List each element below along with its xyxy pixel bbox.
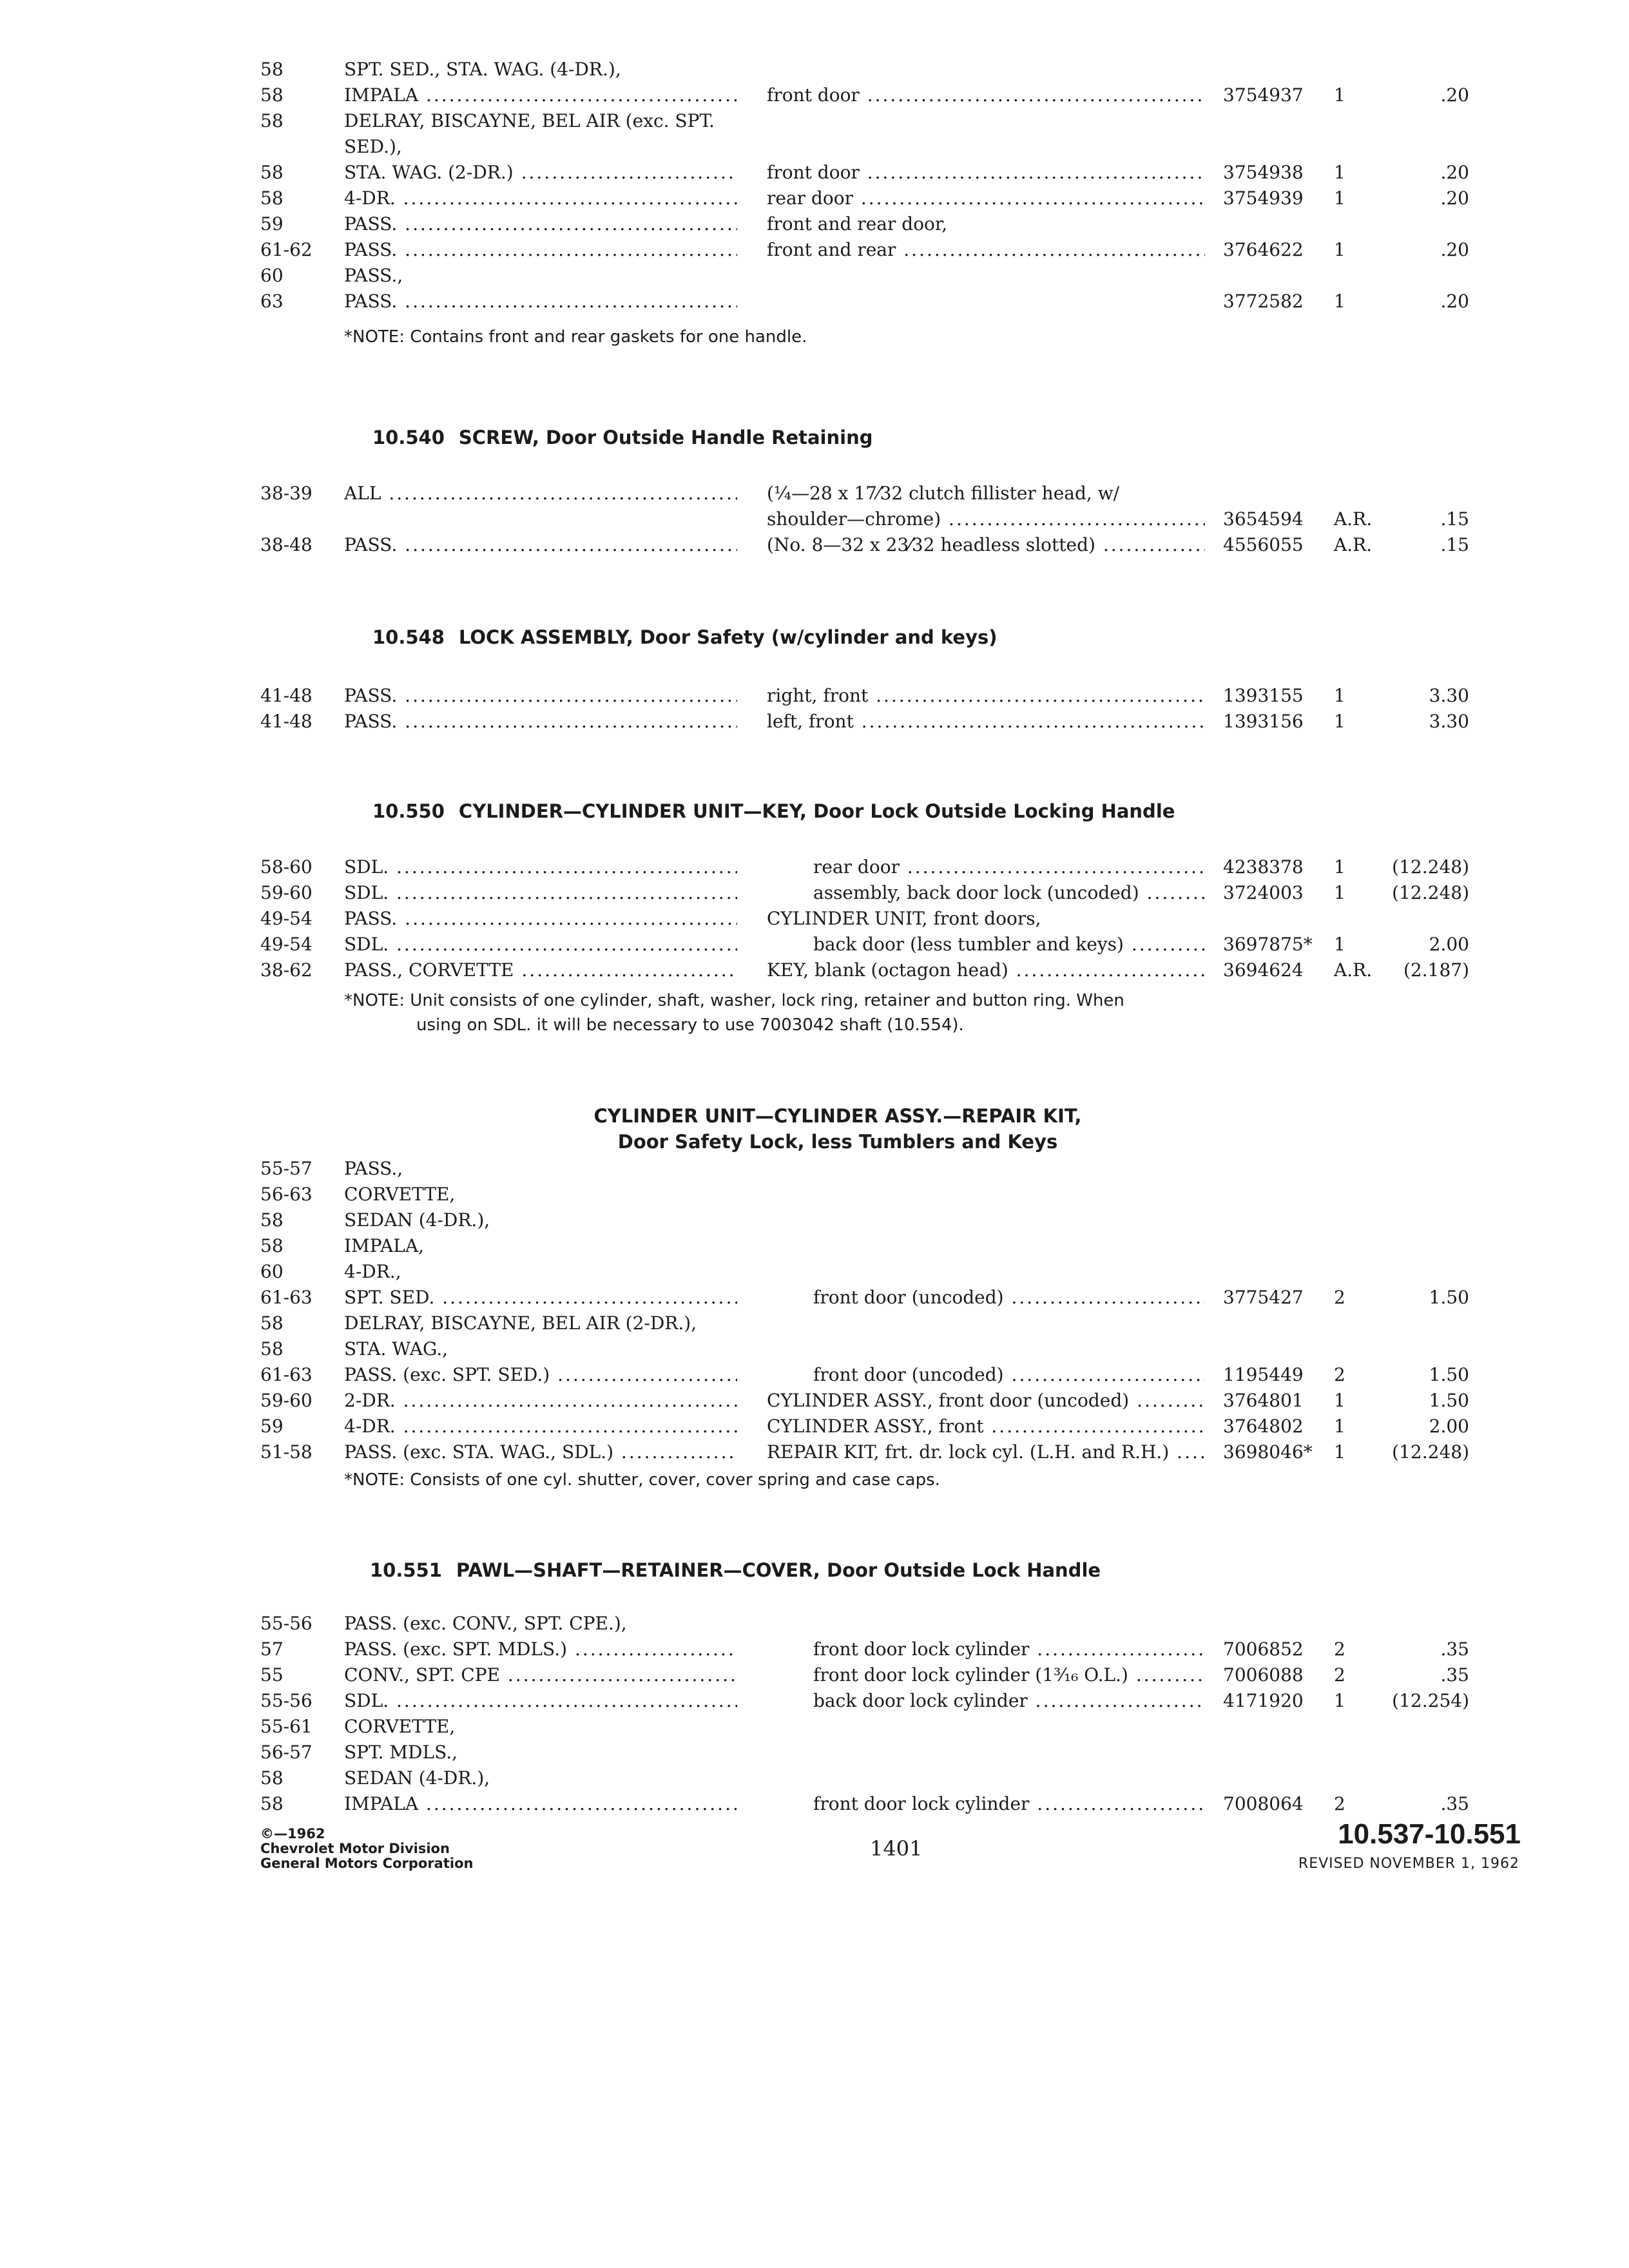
model-cell: 4-DR. .....: [344, 1414, 737, 1439]
year-cell: 59: [260, 1416, 284, 1437]
year-cell: 55-61: [260, 1716, 313, 1737]
table-row: [0, 1688, 1629, 1714]
section-repair-kit: [0, 1156, 1629, 1490]
description-cell: CYLINDER UNIT, front doors,: [767, 908, 1041, 929]
model-cell: PASS. .....: [344, 709, 737, 735]
parts-rows: [0, 1611, 1629, 1817]
division-name: Chevrolet Motor Division: [260, 1841, 450, 1856]
table-row: [0, 1285, 1629, 1311]
description-cell: shoulder—chrome) .....: [767, 506, 1205, 532]
price-cell: .15: [1440, 534, 1469, 555]
model-cell: PASS. .....: [344, 289, 737, 314]
price-cell: .20: [1440, 187, 1469, 209]
year-cell: 57: [260, 1639, 284, 1660]
table-row: [0, 1362, 1629, 1388]
price-cell: 1.50: [1429, 1287, 1469, 1308]
year-cell: 41-48: [260, 685, 313, 706]
year-cell: 58: [260, 162, 284, 183]
year-cell: 58-60: [260, 856, 313, 878]
description-cell: front and rear .....: [767, 237, 1205, 263]
section-heading-10-551: [370, 1559, 1101, 1581]
model-cell: DELRAY, BISCAYNE, BEL AIR (exc. SPT.: [344, 110, 715, 131]
corporation-name: General Motors Corporation: [260, 1856, 474, 1871]
year-cell: 49-54: [260, 908, 313, 929]
year-cell: 38-39: [260, 483, 313, 504]
quantity-cell: 1: [1334, 934, 1345, 955]
part-number-cell: 4556055: [1223, 534, 1304, 555]
price-cell: 2.00: [1429, 934, 1469, 955]
table-row: [0, 1740, 1629, 1765]
year-cell: 55: [260, 1664, 284, 1686]
table-row: [0, 1662, 1629, 1688]
table-row: [0, 1182, 1629, 1207]
model-cell: 4-DR.,: [344, 1261, 401, 1282]
model-cell: PASS. (exc. CONV., SPT. CPE.),: [344, 1613, 627, 1634]
quantity-cell: A.R.: [1334, 508, 1373, 530]
table-row: [0, 57, 1629, 82]
year-cell: 58: [260, 1209, 284, 1231]
model-cell: PASS. .....: [344, 211, 737, 237]
model-cell: STA. WAG.,: [344, 1338, 448, 1360]
year-cell: 63: [260, 291, 284, 312]
table-row: [0, 906, 1629, 932]
model-cell: PASS. .....: [344, 237, 737, 263]
year-cell: 59-60: [260, 1390, 313, 1411]
price-cell: .15: [1440, 508, 1469, 530]
quantity-cell: 2: [1334, 1639, 1345, 1660]
quantity-cell: 1: [1334, 239, 1345, 260]
table-row: [0, 211, 1629, 237]
quantity-cell: 2: [1334, 1664, 1345, 1686]
year-cell: 58: [260, 1338, 284, 1360]
section-continuation: [0, 57, 1629, 347]
part-number-cell: 7006088: [1223, 1664, 1304, 1686]
table-row: [0, 1637, 1629, 1662]
part-number-cell: 3764801: [1223, 1390, 1304, 1411]
table-row: [0, 1414, 1629, 1439]
quantity-cell: 1: [1334, 162, 1345, 183]
model-cell: SDL. .....: [344, 854, 737, 880]
table-row: [0, 108, 1629, 134]
section-10-551: [0, 1611, 1629, 1817]
parts-rows: [0, 1156, 1629, 1465]
model-cell: PASS.,: [344, 1158, 403, 1179]
table-row: [0, 1388, 1629, 1414]
description-cell: front door lock cylinder .....: [813, 1637, 1205, 1662]
model-cell: DELRAY, BISCAYNE, BEL AIR (2-DR.),: [344, 1312, 697, 1334]
model-cell: PASS. .....: [344, 906, 737, 932]
year-cell: 56-57: [260, 1742, 313, 1763]
year-cell: 59: [260, 213, 284, 235]
year-cell: 49-54: [260, 934, 313, 955]
year-cell: 55-57: [260, 1158, 313, 1179]
section-number: 10.548: [372, 626, 445, 648]
year-cell: 55-56: [260, 1690, 313, 1711]
part-number-cell: 3772582: [1223, 291, 1304, 312]
description-cell: front door (uncoded) .....: [813, 1362, 1205, 1388]
quantity-cell: 1: [1334, 685, 1345, 706]
parts-rows: [0, 57, 1629, 314]
description-cell: (No. 8—32 x 23⁄32 headless slotted) .....: [767, 532, 1205, 558]
year-cell: 58: [260, 1793, 284, 1814]
table-row: [0, 237, 1629, 263]
model-cell: SDL. .....: [344, 880, 737, 906]
model-cell: CONV., SPT. CPE .....: [344, 1662, 737, 1688]
price-cell: .35: [1440, 1639, 1469, 1660]
section-note-line-1: *NOTE: Unit consists of one cylinder, shaft, washer, lock ring, retainer and button ring. When: [344, 991, 1124, 1010]
price-cell: 2.00: [1429, 1416, 1469, 1437]
section-title: LOCK ASSEMBLY, Door Safety (w/cylinder and keys): [458, 626, 998, 648]
price-cell: (12.248): [1392, 856, 1469, 878]
quantity-cell: 2: [1334, 1793, 1345, 1814]
table-row: [0, 134, 1629, 160]
quantity-cell: 2: [1334, 1287, 1345, 1308]
model-cell: PASS.,: [344, 265, 403, 286]
part-number-cell: 1393156: [1223, 711, 1304, 732]
model-cell: PASS. .....: [344, 532, 737, 558]
footer-publisher: [260, 1827, 473, 1871]
part-number-cell: 3764622: [1223, 239, 1304, 260]
section-10-540: [0, 481, 1629, 558]
description-cell: front door lock cylinder (1³⁄₁₆ O.L.) .....: [813, 1662, 1205, 1688]
section-heading-repair-kit: [451, 1103, 1224, 1155]
table-row: [0, 1311, 1629, 1336]
part-number-cell: 3754939: [1223, 187, 1304, 209]
quantity-cell: 1: [1334, 291, 1345, 312]
table-row: [0, 1439, 1629, 1465]
description-cell: back door (less tumbler and keys) .....: [813, 932, 1205, 957]
year-cell: 41-48: [260, 711, 313, 732]
price-cell: .35: [1440, 1664, 1469, 1686]
price-cell: .20: [1440, 84, 1469, 106]
description-cell: REPAIR KIT, frt. dr. lock cyl. (L.H. and R.H.) .....: [767, 1439, 1205, 1465]
price-cell: .35: [1440, 1793, 1469, 1814]
description-cell: KEY, blank (octagon head) .....: [767, 957, 1205, 983]
section-10-550: [0, 854, 1629, 1035]
section-number: 10.551: [370, 1559, 442, 1581]
table-row: [0, 683, 1629, 709]
model-cell: 4-DR. .....: [344, 186, 737, 211]
price-cell: .20: [1440, 162, 1469, 183]
part-number-cell: 1393155: [1223, 685, 1304, 706]
section-10-548: [0, 683, 1629, 735]
model-cell: SDL. .....: [344, 932, 737, 957]
parts-rows: [0, 854, 1629, 983]
part-number-cell: 3775427: [1223, 1287, 1304, 1308]
model-cell: CORVETTE,: [344, 1184, 456, 1205]
table-row: [0, 709, 1629, 735]
section-title: CYLINDER—CYLINDER UNIT—KEY, Door Lock Outside Locking Handle: [458, 800, 1175, 822]
year-cell: 38-48: [260, 534, 313, 555]
quantity-cell: 2: [1334, 1364, 1345, 1385]
table-row: [0, 1233, 1629, 1259]
model-cell: PASS. (exc. SPT. SED.) .....: [344, 1362, 737, 1388]
section-note: *NOTE: Contains front and rear gaskets for one handle.: [344, 327, 807, 347]
section-title-line-2: Door Safety Lock, less Tumblers and Keys: [617, 1131, 1058, 1153]
quantity-cell: 1: [1334, 856, 1345, 878]
description-cell: front door .....: [767, 160, 1205, 186]
table-row: [0, 82, 1629, 108]
year-cell: 55-56: [260, 1613, 313, 1634]
section-title-line-1: CYLINDER UNIT—CYLINDER ASSY.—REPAIR KIT,: [593, 1105, 1082, 1127]
price-cell: (2.187): [1403, 959, 1469, 981]
description-cell: front door .....: [767, 82, 1205, 108]
part-number-cell: 7008064: [1223, 1793, 1304, 1814]
model-cell: SPT. SED. .....: [344, 1285, 737, 1311]
section-number: 10.540: [372, 427, 445, 448]
parts-rows: [0, 481, 1629, 558]
price-cell: 3.30: [1429, 685, 1469, 706]
model-cell: IMPALA .....: [344, 1791, 737, 1817]
year-cell: 58: [260, 59, 284, 80]
price-cell: 1.50: [1429, 1364, 1469, 1385]
model-cell: SPT. SED., STA. WAG. (4-DR.),: [344, 59, 621, 80]
model-cell: SEDAN (4-DR.),: [344, 1767, 490, 1789]
model-cell: SDL. .....: [344, 1688, 737, 1714]
table-row: [0, 1714, 1629, 1740]
table-row: [0, 854, 1629, 880]
table-row: [0, 957, 1629, 983]
price-cell: 1.50: [1429, 1390, 1469, 1411]
section-heading-10-550: [372, 800, 1175, 822]
section-number: 10.550: [372, 800, 445, 822]
year-cell: 60: [260, 265, 284, 286]
table-row: [0, 289, 1629, 314]
model-cell: 2-DR. .....: [344, 1388, 737, 1414]
part-number-cell: 7006852: [1223, 1639, 1304, 1660]
year-cell: 38-62: [260, 959, 313, 981]
description-cell: CYLINDER ASSY., front .....: [767, 1414, 1205, 1439]
table-row: [0, 481, 1629, 506]
description-cell: front door lock cylinder .....: [813, 1791, 1205, 1817]
part-number-cell: 3694624: [1223, 959, 1304, 981]
table-row: [0, 1336, 1629, 1362]
model-cell: IMPALA .....: [344, 82, 737, 108]
description-cell: front door (uncoded) .....: [813, 1285, 1205, 1311]
section-title: SCREW, Door Outside Handle Retaining: [458, 427, 873, 448]
description-cell: left, front .....: [767, 709, 1205, 735]
table-row: [0, 160, 1629, 186]
price-cell: .20: [1440, 291, 1469, 312]
description-cell: CYLINDER ASSY., front door (uncoded) .....: [767, 1388, 1205, 1414]
model-cell: SED.),: [344, 136, 402, 157]
part-number-cell: 3754938: [1223, 162, 1304, 183]
parts-rows: [0, 683, 1629, 735]
year-cell: 58: [260, 1235, 284, 1256]
model-cell: SPT. MDLS.,: [344, 1742, 458, 1763]
page-number: 1401: [870, 1836, 923, 1861]
quantity-cell: A.R.: [1334, 959, 1373, 981]
price-cell: (12.248): [1392, 1441, 1469, 1463]
part-number-cell: 3724003: [1223, 882, 1304, 903]
quantity-cell: 1: [1334, 1690, 1345, 1711]
description-cell: rear door .....: [767, 186, 1205, 211]
table-row: [0, 263, 1629, 289]
description-cell: rear door .....: [813, 854, 1205, 880]
part-number-cell: 4238378: [1223, 856, 1304, 878]
model-cell: SEDAN (4-DR.),: [344, 1209, 490, 1231]
description-cell: back door lock cylinder .....: [813, 1688, 1205, 1714]
section-range: 10.537-10.551: [1338, 1818, 1521, 1850]
table-row: [0, 880, 1629, 906]
table-row: [0, 1791, 1629, 1817]
part-number-cell: 3654594: [1223, 508, 1304, 530]
table-row: [0, 506, 1629, 532]
year-cell: 51-58: [260, 1441, 313, 1463]
price-cell: 3.30: [1429, 711, 1469, 732]
revision-date: REVISED NOVEMBER 1, 1962: [1298, 1856, 1519, 1872]
quantity-cell: 1: [1334, 711, 1345, 732]
section-note-line-2: using on SDL. it will be necessary to use 7003042 shaft (10.554).: [416, 1015, 964, 1035]
section-heading-10-540: [372, 427, 872, 448]
quantity-cell: 1: [1334, 187, 1345, 209]
year-cell: 61-63: [260, 1287, 313, 1308]
part-number-cell: 3698046*: [1223, 1441, 1313, 1463]
model-cell: PASS. .....: [344, 683, 737, 709]
quantity-cell: 1: [1334, 84, 1345, 106]
table-row: [0, 1259, 1629, 1285]
part-number-cell: 4171920: [1223, 1690, 1304, 1711]
part-number-cell: 1195449: [1223, 1364, 1304, 1385]
year-cell: 61-63: [260, 1364, 313, 1385]
year-cell: 58: [260, 84, 284, 106]
quantity-cell: 1: [1334, 882, 1345, 903]
section-title: PAWL—SHAFT—RETAINER—COVER, Door Outside Lock Handle: [456, 1559, 1101, 1581]
table-row: [0, 186, 1629, 211]
price-cell: .20: [1440, 239, 1469, 260]
description-cell: front and rear door,: [767, 213, 948, 235]
description-cell: assembly, back door lock (uncoded) .....: [813, 880, 1205, 906]
year-cell: 58: [260, 1767, 284, 1789]
description-cell: right, front .....: [767, 683, 1205, 709]
copyright: ©—1962: [260, 1826, 325, 1841]
table-row: [0, 1156, 1629, 1182]
quantity-cell: A.R.: [1334, 534, 1373, 555]
model-cell: PASS. (exc. STA. WAG., SDL.) .....: [344, 1439, 737, 1465]
year-cell: 59-60: [260, 882, 313, 903]
section-heading-10-548: [372, 626, 998, 648]
part-number-cell: 3764802: [1223, 1416, 1304, 1437]
quantity-cell: 1: [1334, 1416, 1345, 1437]
model-cell: PASS. (exc. SPT. MDLS.) .....: [344, 1637, 737, 1662]
model-cell: IMPALA,: [344, 1235, 424, 1256]
table-row: [0, 1765, 1629, 1791]
year-cell: 58: [260, 110, 284, 131]
year-cell: 58: [260, 1312, 284, 1334]
table-row: [0, 532, 1629, 558]
model-cell: PASS., CORVETTE .....: [344, 957, 737, 983]
quantity-cell: 1: [1334, 1390, 1345, 1411]
section-note: *NOTE: Consists of one cyl. shutter, cover, cover spring and case caps.: [344, 1470, 940, 1490]
model-cell: CORVETTE,: [344, 1716, 456, 1737]
quantity-cell: 1: [1334, 1441, 1345, 1463]
model-cell: ALL .....: [344, 481, 737, 506]
year-cell: 56-63: [260, 1184, 313, 1205]
model-cell: STA. WAG. (2-DR.) .....: [344, 160, 737, 186]
table-row: [0, 1611, 1629, 1637]
part-number-cell: 3697875*: [1223, 934, 1313, 955]
table-row: [0, 1207, 1629, 1233]
price-cell: (12.254): [1392, 1690, 1469, 1711]
year-cell: 58: [260, 187, 284, 209]
year-cell: 60: [260, 1261, 284, 1282]
table-row: [0, 932, 1629, 957]
part-number-cell: 3754937: [1223, 84, 1304, 106]
description-cell: (¼—28 x 17⁄32 clutch fillister head, w/: [767, 483, 1120, 504]
price-cell: (12.248): [1392, 882, 1469, 903]
year-cell: 61-62: [260, 239, 313, 260]
